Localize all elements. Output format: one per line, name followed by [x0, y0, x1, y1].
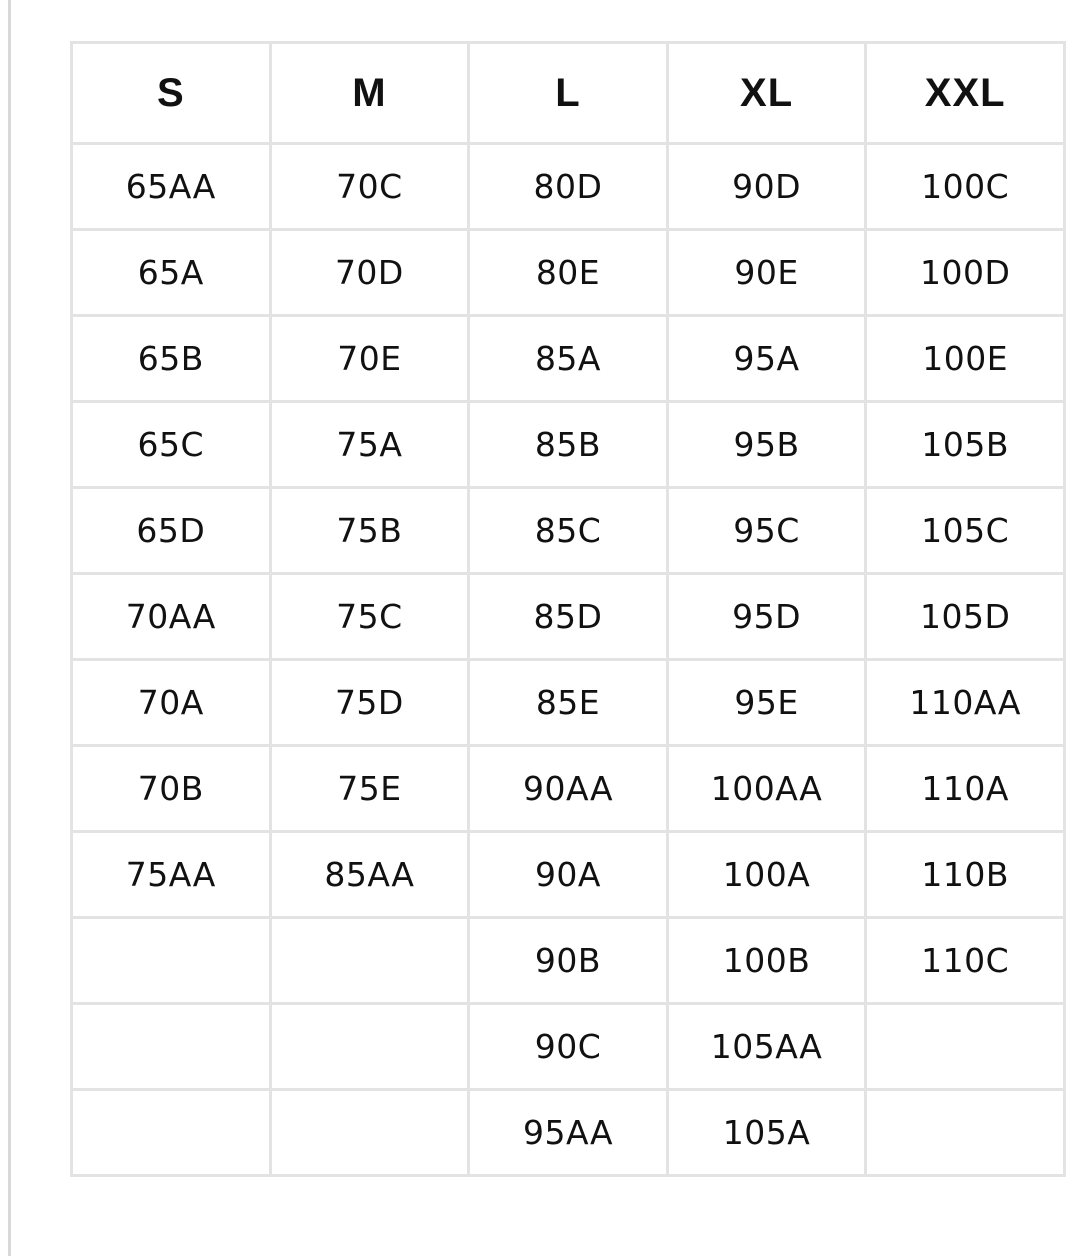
table-cell: 110A [866, 746, 1065, 832]
table-cell: 95C [667, 488, 866, 574]
table-cell: 90AA [469, 746, 668, 832]
table-cell [866, 1004, 1065, 1090]
table-cell: 105AA [667, 1004, 866, 1090]
table-cell: 90C [469, 1004, 668, 1090]
table-row [72, 1090, 1065, 1176]
table-cell: 100AA [667, 746, 866, 832]
table-row [72, 144, 1065, 230]
table-cell: 100A [667, 832, 866, 918]
table-cell: 85C [469, 488, 668, 574]
table-cell: 75A [270, 402, 469, 488]
table-cell: 110AA [866, 660, 1065, 746]
table-cell: 85E [469, 660, 668, 746]
header-cell-xxl: XXL [866, 43, 1065, 144]
table-cell: 75E [270, 746, 469, 832]
table-cell: 100C [866, 144, 1065, 230]
table-row [72, 230, 1065, 316]
table-row [72, 574, 1065, 660]
table-cell: 90E [667, 230, 866, 316]
table-cell: 105C [866, 488, 1065, 574]
table-cell: 85D [469, 574, 668, 660]
table-cell: 80D [469, 144, 668, 230]
table-cell: 90D [667, 144, 866, 230]
table-cell: 70E [270, 316, 469, 402]
table-cell [72, 1090, 271, 1176]
left-divider [8, 0, 11, 1256]
table-cell: 105A [667, 1090, 866, 1176]
table-row [72, 918, 1065, 1004]
table-row [72, 746, 1065, 832]
table-row [72, 1004, 1065, 1090]
table-cell: 65B [72, 316, 271, 402]
table-cell: 110B [866, 832, 1065, 918]
table-row [72, 660, 1065, 746]
table-cell: 75AA [72, 832, 271, 918]
table-cell [866, 1090, 1065, 1176]
table-cell: 75C [270, 574, 469, 660]
table-cell: 65A [72, 230, 271, 316]
table-cell: 70A [72, 660, 271, 746]
table-cell: 100E [866, 316, 1065, 402]
table-cell: 75D [270, 660, 469, 746]
table-cell: 65D [72, 488, 271, 574]
table-cell: 65AA [72, 144, 271, 230]
table-cell: 105D [866, 574, 1065, 660]
table-cell [270, 1004, 469, 1090]
table-cell: 70AA [72, 574, 271, 660]
table-cell: 105B [866, 402, 1065, 488]
table-cell [72, 918, 271, 1004]
table-cell: 70C [270, 144, 469, 230]
table-cell: 95AA [469, 1090, 668, 1176]
table-cell: 80E [469, 230, 668, 316]
table-cell [72, 1004, 271, 1090]
table-cell: 70B [72, 746, 271, 832]
table-row [72, 316, 1065, 402]
table-row [72, 488, 1065, 574]
header-cell-m: M [270, 43, 469, 144]
table-cell: 95A [667, 316, 866, 402]
table-cell [270, 1090, 469, 1176]
table-cell: 110C [866, 918, 1065, 1004]
table-cell: 95B [667, 402, 866, 488]
table-cell: 90B [469, 918, 668, 1004]
header-row [72, 43, 1065, 144]
header-cell-xl: XL [667, 43, 866, 144]
table-cell: 85AA [270, 832, 469, 918]
header-cell-l: L [469, 43, 668, 144]
table-cell: 100B [667, 918, 866, 1004]
table-cell [270, 918, 469, 1004]
table-cell: 85A [469, 316, 668, 402]
table-cell: 90A [469, 832, 668, 918]
table-cell: 100D [866, 230, 1065, 316]
table-row [72, 832, 1065, 918]
size-chart-table [70, 41, 1066, 1177]
table-cell: 85B [469, 402, 668, 488]
table-row [72, 402, 1065, 488]
table-cell: 95D [667, 574, 866, 660]
table-cell: 70D [270, 230, 469, 316]
header-cell-s: S [72, 43, 271, 144]
table-cell: 95E [667, 660, 866, 746]
table-cell: 65C [72, 402, 271, 488]
table-cell: 75B [270, 488, 469, 574]
